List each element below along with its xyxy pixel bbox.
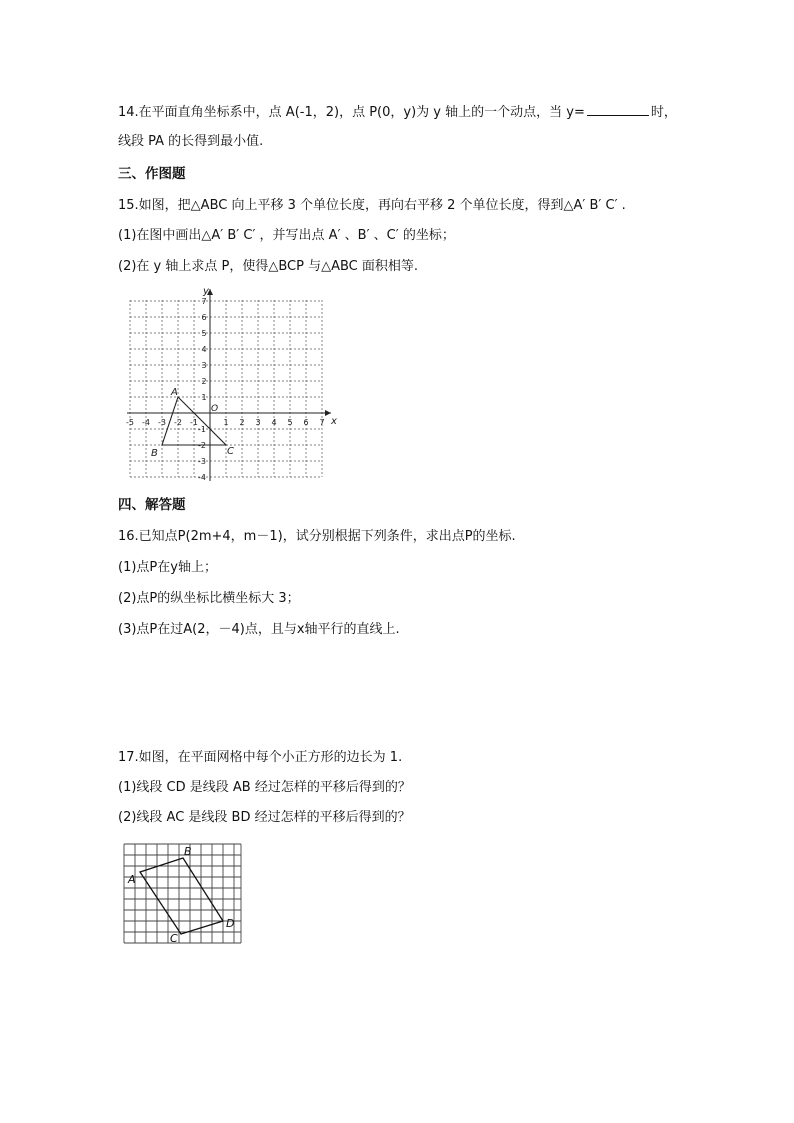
q15-line1: 15.如图，把△ABC 向上平移 3 个单位长度，再向右平移 2 个单位长度，得到△A′ B′ C′ . (118, 198, 626, 213)
x-tick-label: -1 (190, 418, 198, 427)
q14-text-after: 时， (650, 105, 677, 120)
point-label-c: C (170, 932, 178, 945)
q14-line1 (118, 104, 677, 121)
q17-sub1: (1)线段 CD 是线段 AB 经过怎样的平移后得到的？ (118, 780, 411, 795)
x-tick-label: 3 (255, 418, 261, 427)
q14-answer-blank[interactable] (587, 104, 649, 116)
y-tick-labels (198, 297, 207, 482)
point-label-d: D (226, 917, 235, 930)
q16-sub2: (2)点P的纵坐标比横坐标大 3； (118, 591, 300, 606)
x-tick-label: 1 (223, 418, 229, 427)
y-tick-label: -1 (198, 425, 206, 434)
grid-lines (130, 300, 325, 477)
x-tick-label: -5 (126, 418, 134, 427)
q14-line2: 线段 PA 的长得到最小值. (118, 134, 264, 149)
q17-line1: 17.如图，在平面网格中每个小正方形的边长为 1. (118, 750, 403, 765)
x-tick-label: -2 (174, 418, 182, 427)
y-tick-label: 5 (201, 329, 207, 338)
y-tick-label: 1 (201, 393, 207, 402)
coordinate-grid-figure (125, 285, 335, 485)
point-label-b: B (151, 448, 158, 459)
y-tick-label: 7 (201, 297, 207, 306)
point-label-c: C (227, 446, 234, 457)
x-tick-label: -3 (158, 418, 166, 427)
q16-sub3: (3)点P在过A(2，－4)点，且与x轴平行的直线上. (118, 622, 400, 637)
x-tick-label: 5 (287, 418, 293, 427)
section3-heading: 三、作图题 (118, 166, 186, 182)
y-tick-label: 4 (201, 345, 207, 354)
y-tick-label: -2 (198, 441, 206, 450)
q16-sub1: (1)点P在y轴上； (118, 560, 217, 575)
x-tick-label: -4 (142, 418, 150, 427)
q17-sub2: (2)线段 AC 是线段 BD 经过怎样的平移后得到的？ (118, 810, 411, 825)
x-tick-label: 6 (303, 418, 309, 427)
q15-sub2: (2)在 y 轴上求点 P，使得△BCP 与△ABC 面积相等. (118, 259, 419, 274)
section4-heading: 四、解答题 (118, 497, 186, 513)
y-tick-label: 6 (201, 313, 207, 322)
origin-label: O (211, 404, 219, 414)
q15-sub1: (1)在图中画出△A′ B′ C′ ，并写出点 A′ 、B′ 、C′ 的坐标； (118, 228, 455, 243)
x-axis-label: x (331, 416, 337, 427)
y-tick-label: 3 (201, 361, 207, 370)
q14-text-before: 14.在平面直角坐标系中，点 A(-1，2)，点 P(0，y)为 y 轴上的一个动点，当 y= (118, 105, 585, 120)
point-label-a: A (128, 873, 136, 886)
y-axis-label: y (203, 286, 209, 297)
x-tick-label: 4 (271, 418, 277, 427)
x-tick-label: 7 (319, 418, 325, 427)
quadrilateral-abdc (140, 858, 223, 934)
grid-lines (124, 844, 241, 943)
y-tick-label: -4 (198, 473, 206, 482)
point-label-b: B (184, 845, 192, 858)
translation-grid-figure (122, 842, 244, 948)
y-tick-label: -3 (198, 457, 206, 466)
point-label-a: A (171, 387, 178, 398)
x-tick-labels (126, 418, 325, 427)
x-tick-label: 2 (239, 418, 245, 427)
y-tick-label: 2 (201, 377, 207, 386)
q16-line1: 16.已知点P(2m+4，m－1)，试分别根据下列条件，求出点P的坐标. (118, 529, 516, 544)
